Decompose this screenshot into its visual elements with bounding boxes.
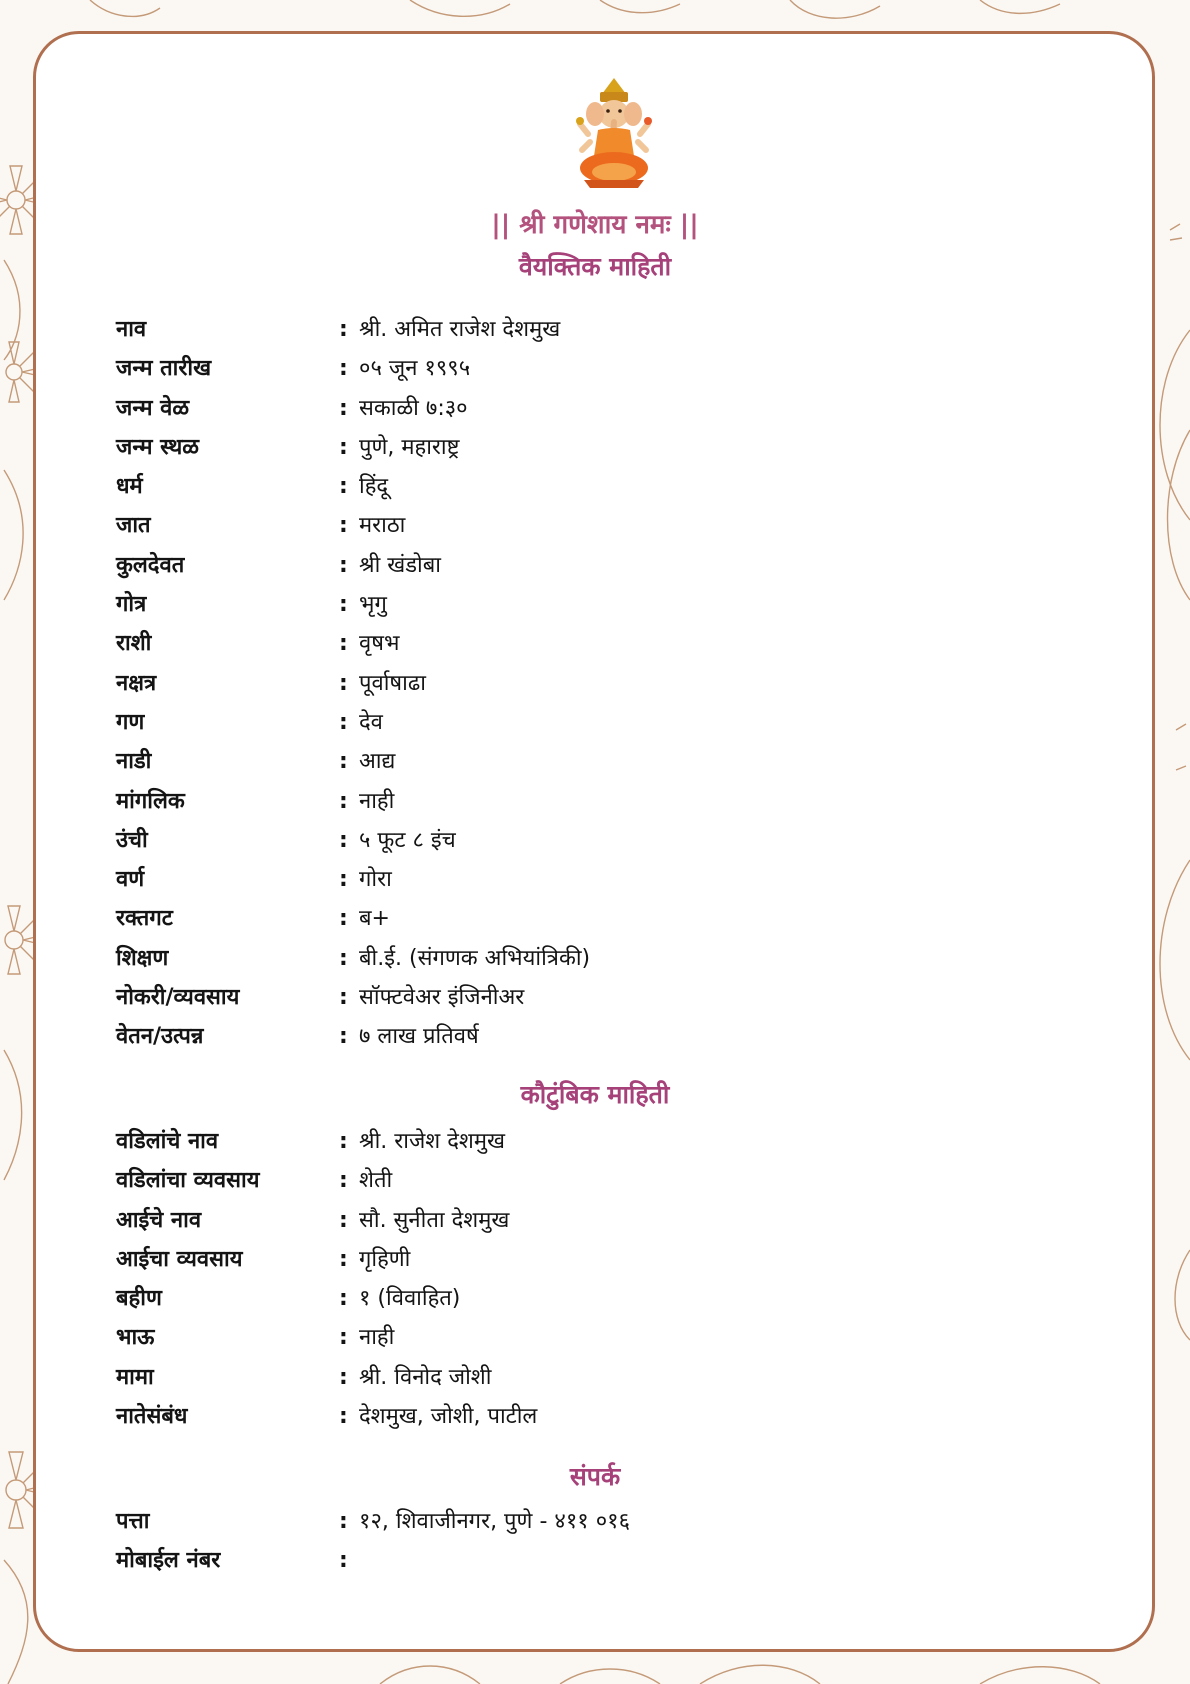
row-father-name bbox=[116, 1128, 1016, 1167]
row-separator: : bbox=[339, 513, 348, 539]
row-label: शिक्षण bbox=[116, 945, 169, 971]
leaves-top bbox=[90, 0, 1060, 18]
row-value: देशमुख, जोशी, पाटील bbox=[359, 1404, 538, 1430]
row-separator: : bbox=[339, 1024, 348, 1050]
row-label: वेतन/उत्पन्न bbox=[116, 1024, 204, 1050]
row-sister bbox=[116, 1285, 1016, 1324]
row-education bbox=[116, 945, 1016, 984]
row-separator: : bbox=[339, 552, 348, 578]
row-label: मांगलिक bbox=[116, 788, 185, 814]
row-label: नातेसंबंध bbox=[116, 1404, 188, 1430]
section-title-family: कौटुंबिक माहिती bbox=[520, 1080, 670, 1109]
personal-info-list bbox=[116, 316, 1016, 1063]
row-separator: : bbox=[339, 474, 348, 500]
row-label: नक्षत्र bbox=[116, 670, 157, 696]
row-mother-name bbox=[116, 1207, 1016, 1246]
row-height bbox=[116, 827, 1016, 866]
row-separator: : bbox=[339, 1246, 348, 1272]
row-value: १ (विवाहित) bbox=[359, 1286, 461, 1312]
row-separator: : bbox=[339, 1548, 348, 1574]
row-label: मोबाईल नंबर bbox=[116, 1548, 221, 1574]
row-value: सकाळी ७:३० bbox=[359, 395, 468, 421]
row-separator: : bbox=[339, 395, 348, 421]
row-value: श्री. विनोद जोशी bbox=[359, 1364, 492, 1390]
row-label: कुलदेवत bbox=[116, 552, 185, 578]
row-complexion bbox=[116, 866, 1016, 905]
row-separator: : bbox=[339, 827, 348, 853]
leaves-right bbox=[1160, 224, 1190, 1340]
leaves-bottom bbox=[380, 1665, 1100, 1684]
row-label: उंची bbox=[116, 827, 148, 853]
row-separator: : bbox=[339, 1404, 348, 1430]
row-value: ब+ bbox=[359, 906, 390, 932]
row-label: रक्तगट bbox=[116, 906, 173, 932]
row-separator: : bbox=[339, 1168, 348, 1194]
row-separator: : bbox=[339, 631, 348, 657]
row-value: वृषभ bbox=[359, 631, 400, 657]
row-value: १२, शिवाजीनगर, पुणे - ४११ ०१६ bbox=[359, 1509, 631, 1534]
row-separator: : bbox=[339, 867, 348, 893]
row-income bbox=[116, 1023, 1016, 1062]
row-maternal-uncle bbox=[116, 1364, 1016, 1403]
row-label: भाऊ bbox=[116, 1325, 155, 1351]
row-separator: : bbox=[339, 1325, 348, 1351]
row-value: नाही bbox=[359, 1325, 395, 1351]
row-label: बहीण bbox=[116, 1286, 162, 1312]
row-label: वर्ण bbox=[116, 867, 145, 893]
row-label: जन्म स्थळ bbox=[116, 434, 200, 460]
row-label: जन्म वेळ bbox=[116, 395, 190, 421]
row-occupation bbox=[116, 984, 1016, 1023]
row-caste bbox=[116, 512, 1016, 551]
row-value: नाही bbox=[359, 788, 395, 814]
row-label: मामा bbox=[116, 1364, 154, 1390]
row-value: श्री. राजेश देशमुख bbox=[359, 1129, 506, 1154]
row-mobile bbox=[116, 1547, 1016, 1586]
row-separator: : bbox=[339, 356, 348, 382]
row-value: बी.ई. (संगणक अभियांत्रिकी) bbox=[359, 945, 591, 971]
row-label: नाव bbox=[116, 317, 147, 342]
row-label: गोत्र bbox=[116, 592, 147, 618]
row-value: ०५ जून १९९५ bbox=[359, 356, 471, 382]
row-label: राशी bbox=[116, 631, 152, 657]
row-separator: : bbox=[339, 434, 348, 460]
row-value: गृहिणी bbox=[359, 1246, 411, 1272]
row-label: जन्म तारीख bbox=[116, 356, 212, 382]
row-label: धर्म bbox=[116, 474, 143, 500]
row-value: श्री खंडोबा bbox=[359, 552, 441, 578]
row-mother-occupation bbox=[116, 1246, 1016, 1285]
row-birth-date bbox=[116, 355, 1016, 394]
row-label: वडिलांचा व्यवसाय bbox=[116, 1168, 260, 1194]
ganesha-icon bbox=[568, 76, 660, 192]
row-separator: : bbox=[339, 709, 348, 735]
row-value: हिंदू bbox=[359, 474, 389, 500]
row-separator: : bbox=[339, 985, 348, 1011]
row-gotra bbox=[116, 591, 1016, 630]
row-label: नोकरी/व्यवसाय bbox=[116, 985, 240, 1011]
row-father-occupation bbox=[116, 1167, 1016, 1206]
row-blood-group bbox=[116, 905, 1016, 944]
row-manglik bbox=[116, 788, 1016, 827]
invocation-title: || श्री गणेशाय नमः || bbox=[491, 210, 699, 240]
row-birth-place bbox=[116, 434, 1016, 473]
row-value: पूर्वाषाढा bbox=[359, 670, 426, 696]
row-birth-time bbox=[116, 395, 1016, 434]
family-info-list bbox=[116, 1128, 1016, 1442]
row-separator: : bbox=[339, 749, 348, 775]
row-label: पत्ता bbox=[116, 1509, 150, 1534]
section-title-personal: वैयक्तिक माहिती bbox=[518, 252, 672, 281]
row-value: मराठा bbox=[359, 513, 406, 539]
row-relations bbox=[116, 1403, 1016, 1442]
row-family-deity bbox=[116, 552, 1016, 591]
row-address bbox=[116, 1508, 1016, 1547]
section-title-contact: संपर्क bbox=[569, 1462, 621, 1491]
row-value: ५ फूट ८ इंच bbox=[359, 827, 456, 853]
row-value: शेती bbox=[359, 1168, 393, 1194]
row-separator: : bbox=[339, 1207, 348, 1233]
row-name bbox=[116, 316, 1016, 355]
row-value: भृगु bbox=[359, 592, 387, 618]
row-nadi bbox=[116, 748, 1016, 787]
row-separator: : bbox=[339, 592, 348, 618]
row-religion bbox=[116, 473, 1016, 512]
row-separator: : bbox=[339, 1509, 348, 1534]
row-rashi bbox=[116, 630, 1016, 669]
row-separator: : bbox=[339, 906, 348, 932]
row-gan bbox=[116, 709, 1016, 748]
row-value: देव bbox=[359, 709, 383, 735]
row-value: सौ. सुनीता देशमुख bbox=[359, 1207, 510, 1233]
row-label: गण bbox=[116, 709, 145, 735]
row-separator: : bbox=[339, 788, 348, 814]
row-separator: : bbox=[339, 1286, 348, 1312]
row-label: वडिलांचे नाव bbox=[116, 1129, 219, 1154]
row-nakshatra bbox=[116, 670, 1016, 709]
row-value: ७ लाख प्रतिवर्ष bbox=[359, 1024, 479, 1050]
row-brother bbox=[116, 1324, 1016, 1363]
contact-info-list bbox=[116, 1508, 1016, 1587]
row-label: नाडी bbox=[116, 749, 152, 775]
row-value: सॉफ्टवेअर इंजिनीअर bbox=[359, 985, 525, 1011]
row-separator: : bbox=[339, 1364, 348, 1390]
row-label: आईचे नाव bbox=[116, 1207, 202, 1233]
row-value: गोरा bbox=[359, 867, 392, 893]
row-value: पुणे, महाराष्ट्र bbox=[359, 434, 460, 460]
row-separator: : bbox=[339, 670, 348, 696]
row-separator: : bbox=[339, 1129, 348, 1154]
row-label: आईचा व्यवसाय bbox=[116, 1246, 243, 1272]
row-label: जात bbox=[116, 513, 151, 539]
row-separator: : bbox=[339, 317, 348, 342]
row-separator: : bbox=[339, 945, 348, 971]
row-value: आद्य bbox=[359, 749, 396, 775]
row-value: श्री. अमित राजेश देशमुख bbox=[359, 317, 561, 342]
